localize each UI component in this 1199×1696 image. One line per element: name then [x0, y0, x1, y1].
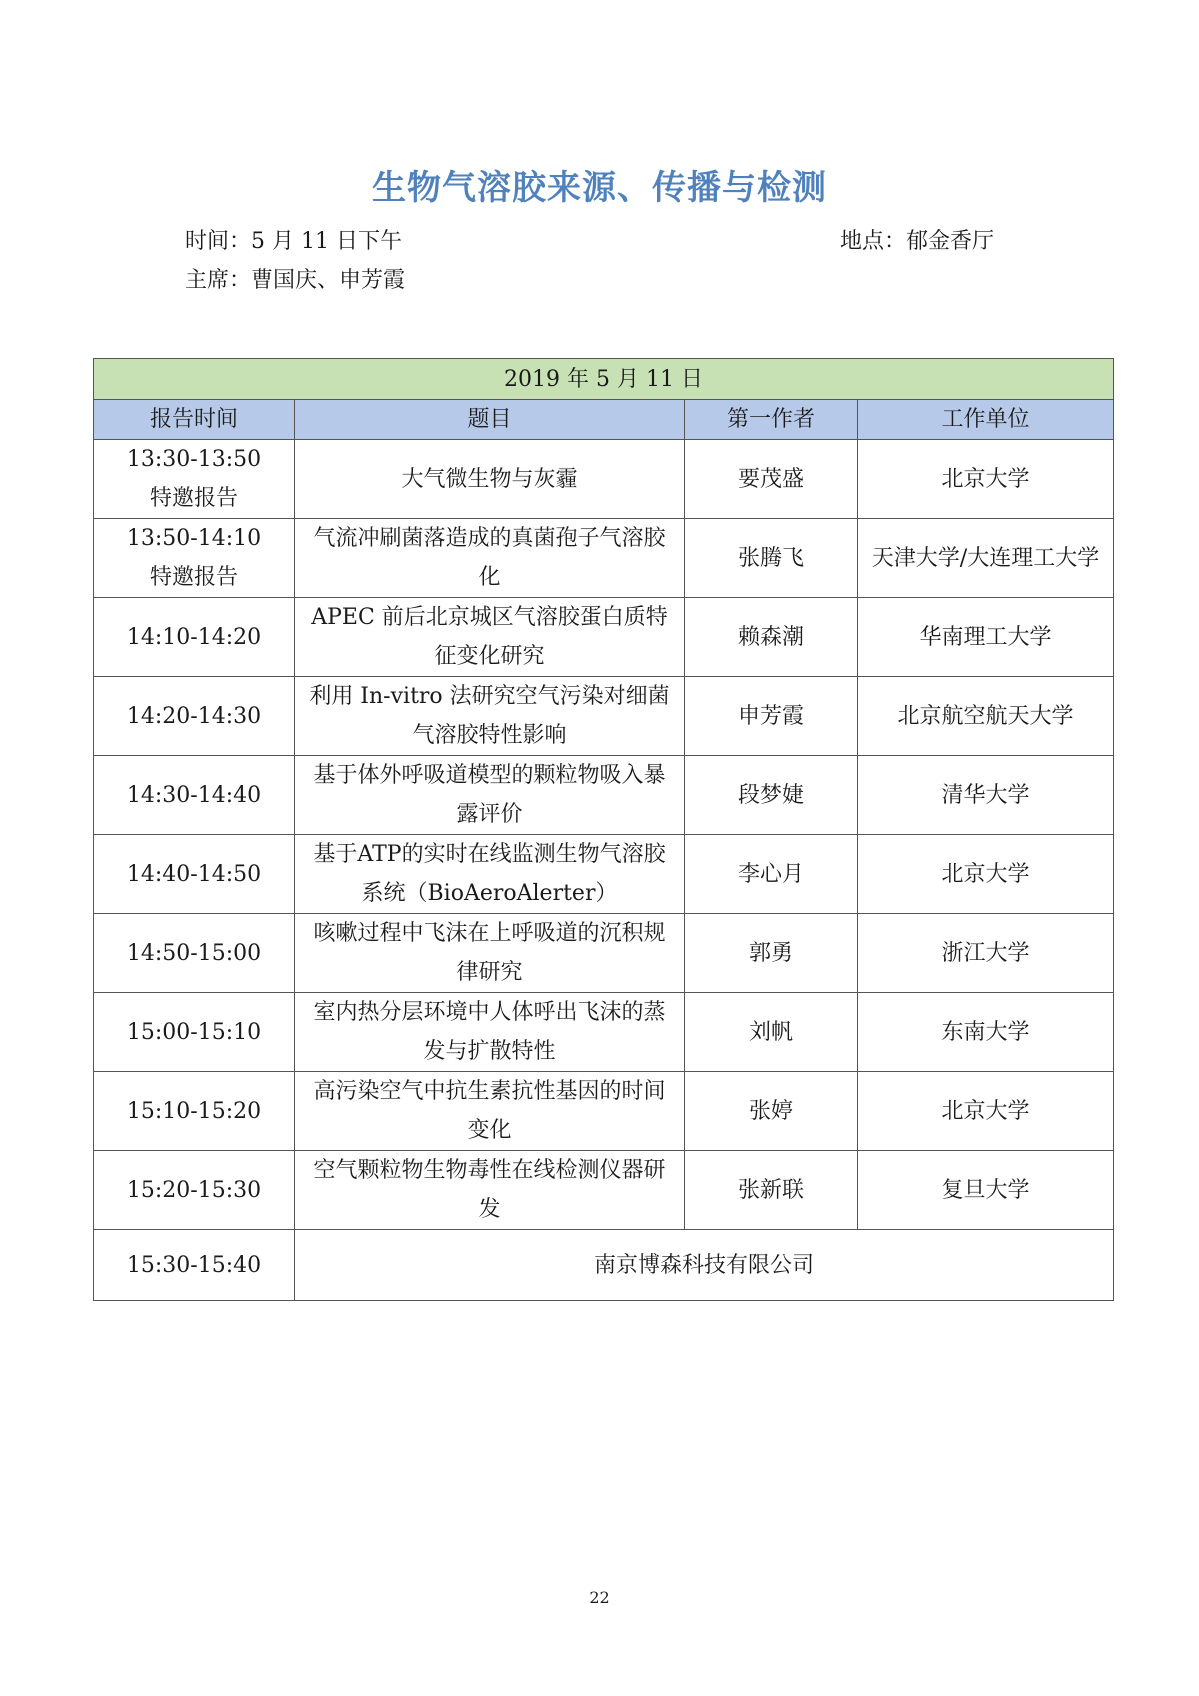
table-row [94, 1151, 1114, 1230]
cell-author: 赖森潮 [685, 598, 858, 677]
cell-time: 14:40-14:50 [94, 835, 295, 914]
session-chair: 主席：曹国庆、申芳霞 [185, 268, 406, 293]
cell-author: 申芳霞 [685, 677, 858, 756]
table-row [94, 519, 1114, 598]
cell-time: 14:30-14:40 [94, 756, 295, 835]
cell-time: 14:50-15:00 [94, 914, 295, 993]
table-row [94, 835, 1114, 914]
column-header-row [94, 400, 1114, 440]
cell-author: 郭勇 [685, 914, 858, 993]
cell-affiliation: 复旦大学 [858, 1151, 1114, 1230]
cell-time: 13:50-14:10 特邀报告 [94, 519, 295, 598]
session-place: 地点：郁金香厅 [840, 229, 995, 254]
page-number: 22 [589, 1588, 610, 1607]
cell-affiliation: 华南理工大学 [858, 598, 1114, 677]
cell-affiliation: 北京大学 [858, 440, 1114, 519]
cell-time: 13:30-13:50 特邀报告 [94, 440, 295, 519]
table-row [94, 440, 1114, 519]
cell-topic: 咳嗽过程中飞沫在上呼吸道的沉积规律研究 [295, 914, 685, 993]
cell-author: 段梦婕 [685, 756, 858, 835]
cell-topic: 室内热分层环境中人体呼出飞沫的蒸发与扩散特性 [295, 993, 685, 1072]
cell-time: 14:20-14:30 [94, 677, 295, 756]
sponsor-row [94, 1230, 1114, 1301]
sponsor-time: 15:30-15:40 [94, 1230, 295, 1301]
schedule-table [93, 358, 1114, 1301]
cell-topic: 大气微生物与灰霾 [295, 440, 685, 519]
cell-time: 14:10-14:20 [94, 598, 295, 677]
table-row [94, 1072, 1114, 1151]
cell-topic: 气流冲刷菌落造成的真菌孢子气溶胶化 [295, 519, 685, 598]
table-row [94, 677, 1114, 756]
page-title: 生物气溶胶来源、传播与检测 [372, 168, 827, 208]
date-header: 2019 年 5 月 11 日 [94, 359, 1114, 400]
cell-affiliation: 北京大学 [858, 1072, 1114, 1151]
column-header-topic: 题目 [295, 400, 685, 440]
cell-topic: 基于体外呼吸道模型的颗粒物吸入暴露评价 [295, 756, 685, 835]
cell-affiliation: 北京大学 [858, 835, 1114, 914]
cell-affiliation: 清华大学 [858, 756, 1114, 835]
cell-topic: 利用 In-vitro 法研究空气污染对细菌气溶胶特性影响 [295, 677, 685, 756]
table-row [94, 914, 1114, 993]
table-row [94, 756, 1114, 835]
cell-author: 张腾飞 [685, 519, 858, 598]
cell-time: 15:20-15:30 [94, 1151, 295, 1230]
sponsor-name: 南京博森科技有限公司 [295, 1230, 1114, 1301]
cell-topic: APEC 前后北京城区气溶胶蛋白质特征变化研究 [295, 598, 685, 677]
cell-affiliation: 天津大学/大连理工大学 [858, 519, 1114, 598]
cell-author: 要茂盛 [685, 440, 858, 519]
cell-affiliation: 浙江大学 [858, 914, 1114, 993]
date-header-row [94, 359, 1114, 400]
cell-time: 15:00-15:10 [94, 993, 295, 1072]
column-header-affiliation: 工作单位 [858, 400, 1114, 440]
cell-topic: 高污染空气中抗生素抗性基因的时间变化 [295, 1072, 685, 1151]
table-row [94, 993, 1114, 1072]
column-header-time: 报告时间 [94, 400, 295, 440]
table-row [94, 598, 1114, 677]
cell-author: 张婷 [685, 1072, 858, 1151]
session-time: 时间：5 月 11 日下午 [185, 229, 402, 254]
cell-author: 李心月 [685, 835, 858, 914]
cell-topic: 基于ATP的实时在线监测生物气溶胶系统（BioAeroAlerter） [295, 835, 685, 914]
cell-affiliation: 东南大学 [858, 993, 1114, 1072]
cell-affiliation: 北京航空航天大学 [858, 677, 1114, 756]
cell-author: 张新联 [685, 1151, 858, 1230]
cell-topic: 空气颗粒物生物毒性在线检测仪器研发 [295, 1151, 685, 1230]
cell-time: 15:10-15:20 [94, 1072, 295, 1151]
column-header-author: 第一作者 [685, 400, 858, 440]
cell-author: 刘帆 [685, 993, 858, 1072]
